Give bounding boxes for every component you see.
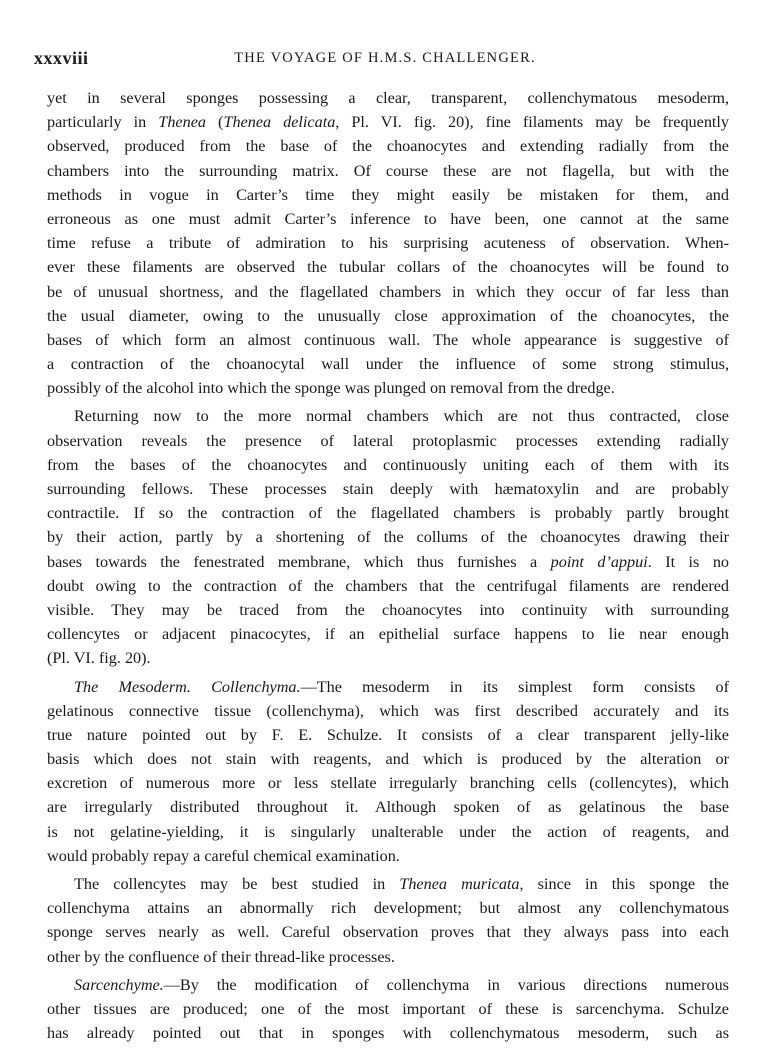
body-text [47, 86, 729, 1045]
text-line: observed, produced from the base of the choanocytes and extending radially from the [47, 137, 729, 156]
text-line: gelatinous connective tissue (collenchyma), which was first described accurately and its [47, 701, 729, 720]
italic-text: Sarcenchyme. [74, 975, 164, 994]
text-segment: —The mesoderm in its simplest form consists of [300, 677, 729, 696]
text-line: excretion of numerous more or less stellate irregularly branching cells (collencytes), which [47, 774, 729, 793]
italic-text: The Mesoderm. Collenchyma. [74, 677, 301, 696]
text-line: is not gelatine-yielding, it is singularly unalterable under the action of reagents, and [47, 822, 729, 841]
text-line [47, 550, 729, 574]
text-line: Returning now to the more normal chambers which are not thus contracted, close [74, 407, 729, 426]
italic-text: Thenea delicata [223, 113, 336, 132]
text-line [47, 110, 729, 134]
text-segment: bases towards the fenestrated membrane, which thus furnishes a [47, 552, 551, 571]
text-line: contractile. If so the contraction of the flagellated chambers is probably partly brought [47, 504, 729, 523]
page-number: xxxviii [34, 48, 89, 68]
paragraph [47, 973, 729, 1046]
text-line: other tissues are produced; one of the most important of these is sarcenchyma. Schulze [47, 999, 729, 1018]
text-line: time refuse a tribute of admiration to his surprising acuteness of observation. When- [47, 234, 729, 253]
text-segment: . It is no [647, 552, 730, 571]
text-line: doubt owing to the contraction of the chambers that the centrifugal filaments are rendered [47, 576, 729, 595]
text-line [47, 973, 729, 997]
text-segment: ( [205, 113, 224, 132]
text-line: chambers into the surrounding matrix. Of course these are not flagella, but with the [47, 161, 729, 180]
text-line: has already pointed out that in sponges with collenchymatous mesoderm, such as [47, 1024, 729, 1043]
text-line: collenchyma attains an abnormally rich development; but almost any collenchymatous [47, 899, 729, 918]
text-line: erroneous as one must admit Carter’s inference to have been, one cannot at the same [47, 209, 729, 228]
text-line: be of unusual shortness, and the flagellated chambers in which they occur of far less than [47, 282, 729, 301]
text-segment: particularly in [47, 113, 159, 132]
text-line: would probably repay a careful chemical examination. [47, 846, 400, 865]
text-line [47, 675, 729, 699]
text-line: true nature pointed out by F. E. Schulze. It consists of a clear transparent jelly-like [47, 725, 729, 744]
text-line: a contraction of the choanocytal wall under the influence of some strong stimulus, [47, 355, 729, 374]
text-line: sponge serves nearly as well. Careful observation proves that they always pass into each [47, 923, 729, 942]
running-title: THE VOYAGE OF H.M.S. CHALLENGER. [234, 50, 536, 66]
text-line: basis which does not stain with reagents, and which is produced by the alteration or [47, 750, 729, 769]
text-line: ever these filaments are observed the tubular collars of the choanocytes will be found to [47, 258, 729, 277]
text-line [47, 872, 729, 896]
text-segment: , Pl. VI. fig. 20), fine filaments may be frequently [335, 113, 730, 132]
page-header [34, 48, 736, 72]
italic-text: Thenea [158, 113, 206, 132]
text-line: collencytes or adjacent pinacocytes, if an epithelial surface happens to lie near enough [47, 625, 729, 644]
text-line: possibly of the alcohol into which the sponge was plunged on removal from the dredge. [47, 379, 615, 398]
text-line: methods in vogue in Carter’s time they might easily be mistaken for them, and [47, 185, 729, 204]
text-line: yet in several sponges possessing a clear, transparent, collenchymatous mesoderm, [47, 89, 729, 107]
paragraph [47, 404, 729, 670]
text-segment: The collencytes may be best studied in [74, 875, 400, 893]
text-line: surrounding fellows. These processes stain deeply with hæmatoxylin and are probably [47, 480, 729, 498]
text-line: the usual diameter, owing to the unusually close approximation of the choanocytes, the [47, 306, 729, 325]
paragraph [47, 675, 729, 869]
paragraph [47, 872, 729, 969]
text-line: observation reveals the presence of lateral protoplasmic processes extending radially [47, 431, 729, 450]
text-line: by their action, partly by a shortening of the collums of the choanocytes drawing their [47, 528, 729, 547]
text-segment: , since in this sponge the [519, 875, 729, 893]
text-line: visible. They may be traced from the choanocytes into continuity with surrounding [47, 600, 729, 619]
text-line: from the bases of the choanocytes and continuously uniting each of them with its [47, 455, 729, 474]
italic-text: Thenea muricata [399, 875, 520, 893]
text-line: (Pl. VI. fig. 20). [47, 649, 151, 668]
text-line: other by the confluence of their thread-like processes. [47, 947, 395, 966]
text-segment: —By the modification of collenchyma in various directions numerous [163, 975, 729, 994]
text-line: are irregularly distributed throughout it. Although spoken of as gelatinous the base [47, 798, 729, 817]
italic-text: point d’appui [550, 552, 648, 571]
text-line: bases of which form an almost continuous wall. The whole appearance is suggestive of [47, 330, 729, 349]
paragraph [47, 86, 729, 400]
